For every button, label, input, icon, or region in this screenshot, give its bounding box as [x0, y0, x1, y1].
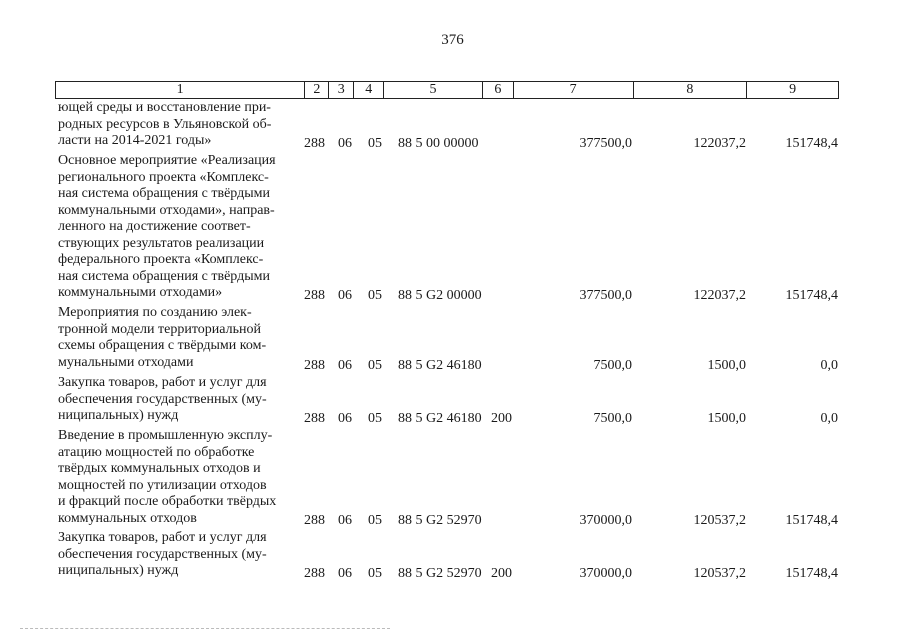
col-7-value: 377500,0	[579, 288, 632, 303]
table-row	[58, 305, 848, 375]
header-col-4: 4	[354, 82, 384, 98]
header-col-3: 3	[329, 82, 354, 98]
col-9-value: 151748,4	[785, 513, 838, 528]
col-3-value: 06	[338, 136, 352, 151]
header-col-2: 2	[305, 82, 329, 98]
col-4-value: 05	[368, 358, 382, 373]
col-4-value: 05	[368, 566, 382, 581]
row-codes	[58, 358, 848, 375]
col-8-value: 1500,0	[707, 411, 746, 426]
col-8-value: 122037,2	[693, 136, 746, 151]
col-9-value: 151748,4	[785, 566, 838, 581]
col-3-value: 06	[338, 566, 352, 581]
table-row	[58, 100, 848, 153]
col-7-value: 7500,0	[593, 358, 632, 373]
col-6-value: 200	[491, 566, 512, 581]
scan-artifact-line	[20, 628, 390, 629]
row-codes	[58, 513, 848, 530]
col-3-value: 06	[338, 288, 352, 303]
col-9-value: 0,0	[820, 358, 838, 373]
col-2-value: 288	[304, 288, 325, 303]
col-2-value: 288	[304, 513, 325, 528]
page-number: 376	[441, 32, 464, 48]
col-3-value: 06	[338, 513, 352, 528]
col-4-value: 05	[368, 136, 382, 151]
col-8-value: 120537,2	[693, 513, 746, 528]
col-5-value: 88 5 G2 52970	[398, 513, 482, 528]
col-7-value: 7500,0	[593, 411, 632, 426]
table-header	[55, 81, 839, 99]
table-row	[58, 530, 848, 583]
row-description: Закупка товаров, работ и услуг для обеспечения государственных (му- ниципальных) нужд	[58, 530, 267, 578]
row-codes	[58, 288, 848, 305]
col-8-value: 1500,0	[707, 358, 746, 373]
col-4-value: 05	[368, 411, 382, 426]
col-5-value: 88 5 G2 46180	[398, 411, 482, 426]
table-row	[58, 375, 848, 428]
col-9-value: 151748,4	[785, 136, 838, 151]
col-2-value: 288	[304, 136, 325, 151]
table-row	[58, 428, 848, 530]
col-8-value: 120537,2	[693, 566, 746, 581]
col-5-value: 88 5 G2 46180	[398, 358, 482, 373]
row-codes	[58, 566, 848, 583]
row-description: Введение в промышленную эксплу- атацию мощностей по обработке твёрдых коммунальных отходов и мощностей по утилизации отходов и фракций после обработки твёрдых коммунальных отходов	[58, 428, 277, 526]
col-3-value: 06	[338, 358, 352, 373]
col-7-value: 370000,0	[579, 513, 632, 528]
col-5-value: 88 5 G2 00000	[398, 288, 482, 303]
header-col-6: 6	[483, 82, 514, 98]
col-7-value: 370000,0	[579, 566, 632, 581]
header-col-9: 9	[789, 82, 797, 97]
header-col-1: 1	[56, 82, 305, 98]
row-description: Основное мероприятие «Реализация регионального проекта «Комплекс- ная система обращения с твёрдыми коммунальными отходами», направ- ленного на достижение соответ- ствующих результатов реализации федерального проекта «Комплекс- ная система обращения с твёрдыми коммунальными отходами»	[58, 153, 276, 300]
header-col-8: 8	[634, 82, 748, 98]
col-2-value: 288	[304, 566, 325, 581]
col-7-value: 377500,0	[579, 136, 632, 151]
row-description: Мероприятия по созданию элек- тронной модели территориальной схемы обращения с твёрдыми ком- мунальными отходами	[58, 305, 267, 370]
row-description: Закупка товаров, работ и услуг для обеспечения государственных (му- ниципальных) нужд	[58, 375, 267, 423]
col-5-value: 88 5 G2 52970	[398, 566, 482, 581]
col-2-value: 288	[304, 411, 325, 426]
col-6-value: 200	[491, 411, 512, 426]
col-2-value: 288	[304, 358, 325, 373]
col-4-value: 05	[368, 288, 382, 303]
header-col-7: 7	[514, 82, 634, 98]
header-col-5: 5	[384, 82, 483, 98]
row-codes	[58, 136, 848, 153]
col-3-value: 06	[338, 411, 352, 426]
col-5-value: 88 5 00 00000	[398, 136, 479, 151]
col-9-value: 0,0	[820, 411, 838, 426]
col-4-value: 05	[368, 513, 382, 528]
table-row	[58, 153, 848, 305]
row-description: ющей среды и восстановление при- родных ресурсов в Ульяновской об- ласти на 2014-2021 годы»	[58, 100, 272, 148]
col-9-value: 151748,4	[785, 288, 838, 303]
col-8-value: 122037,2	[693, 288, 746, 303]
row-codes	[58, 411, 848, 428]
